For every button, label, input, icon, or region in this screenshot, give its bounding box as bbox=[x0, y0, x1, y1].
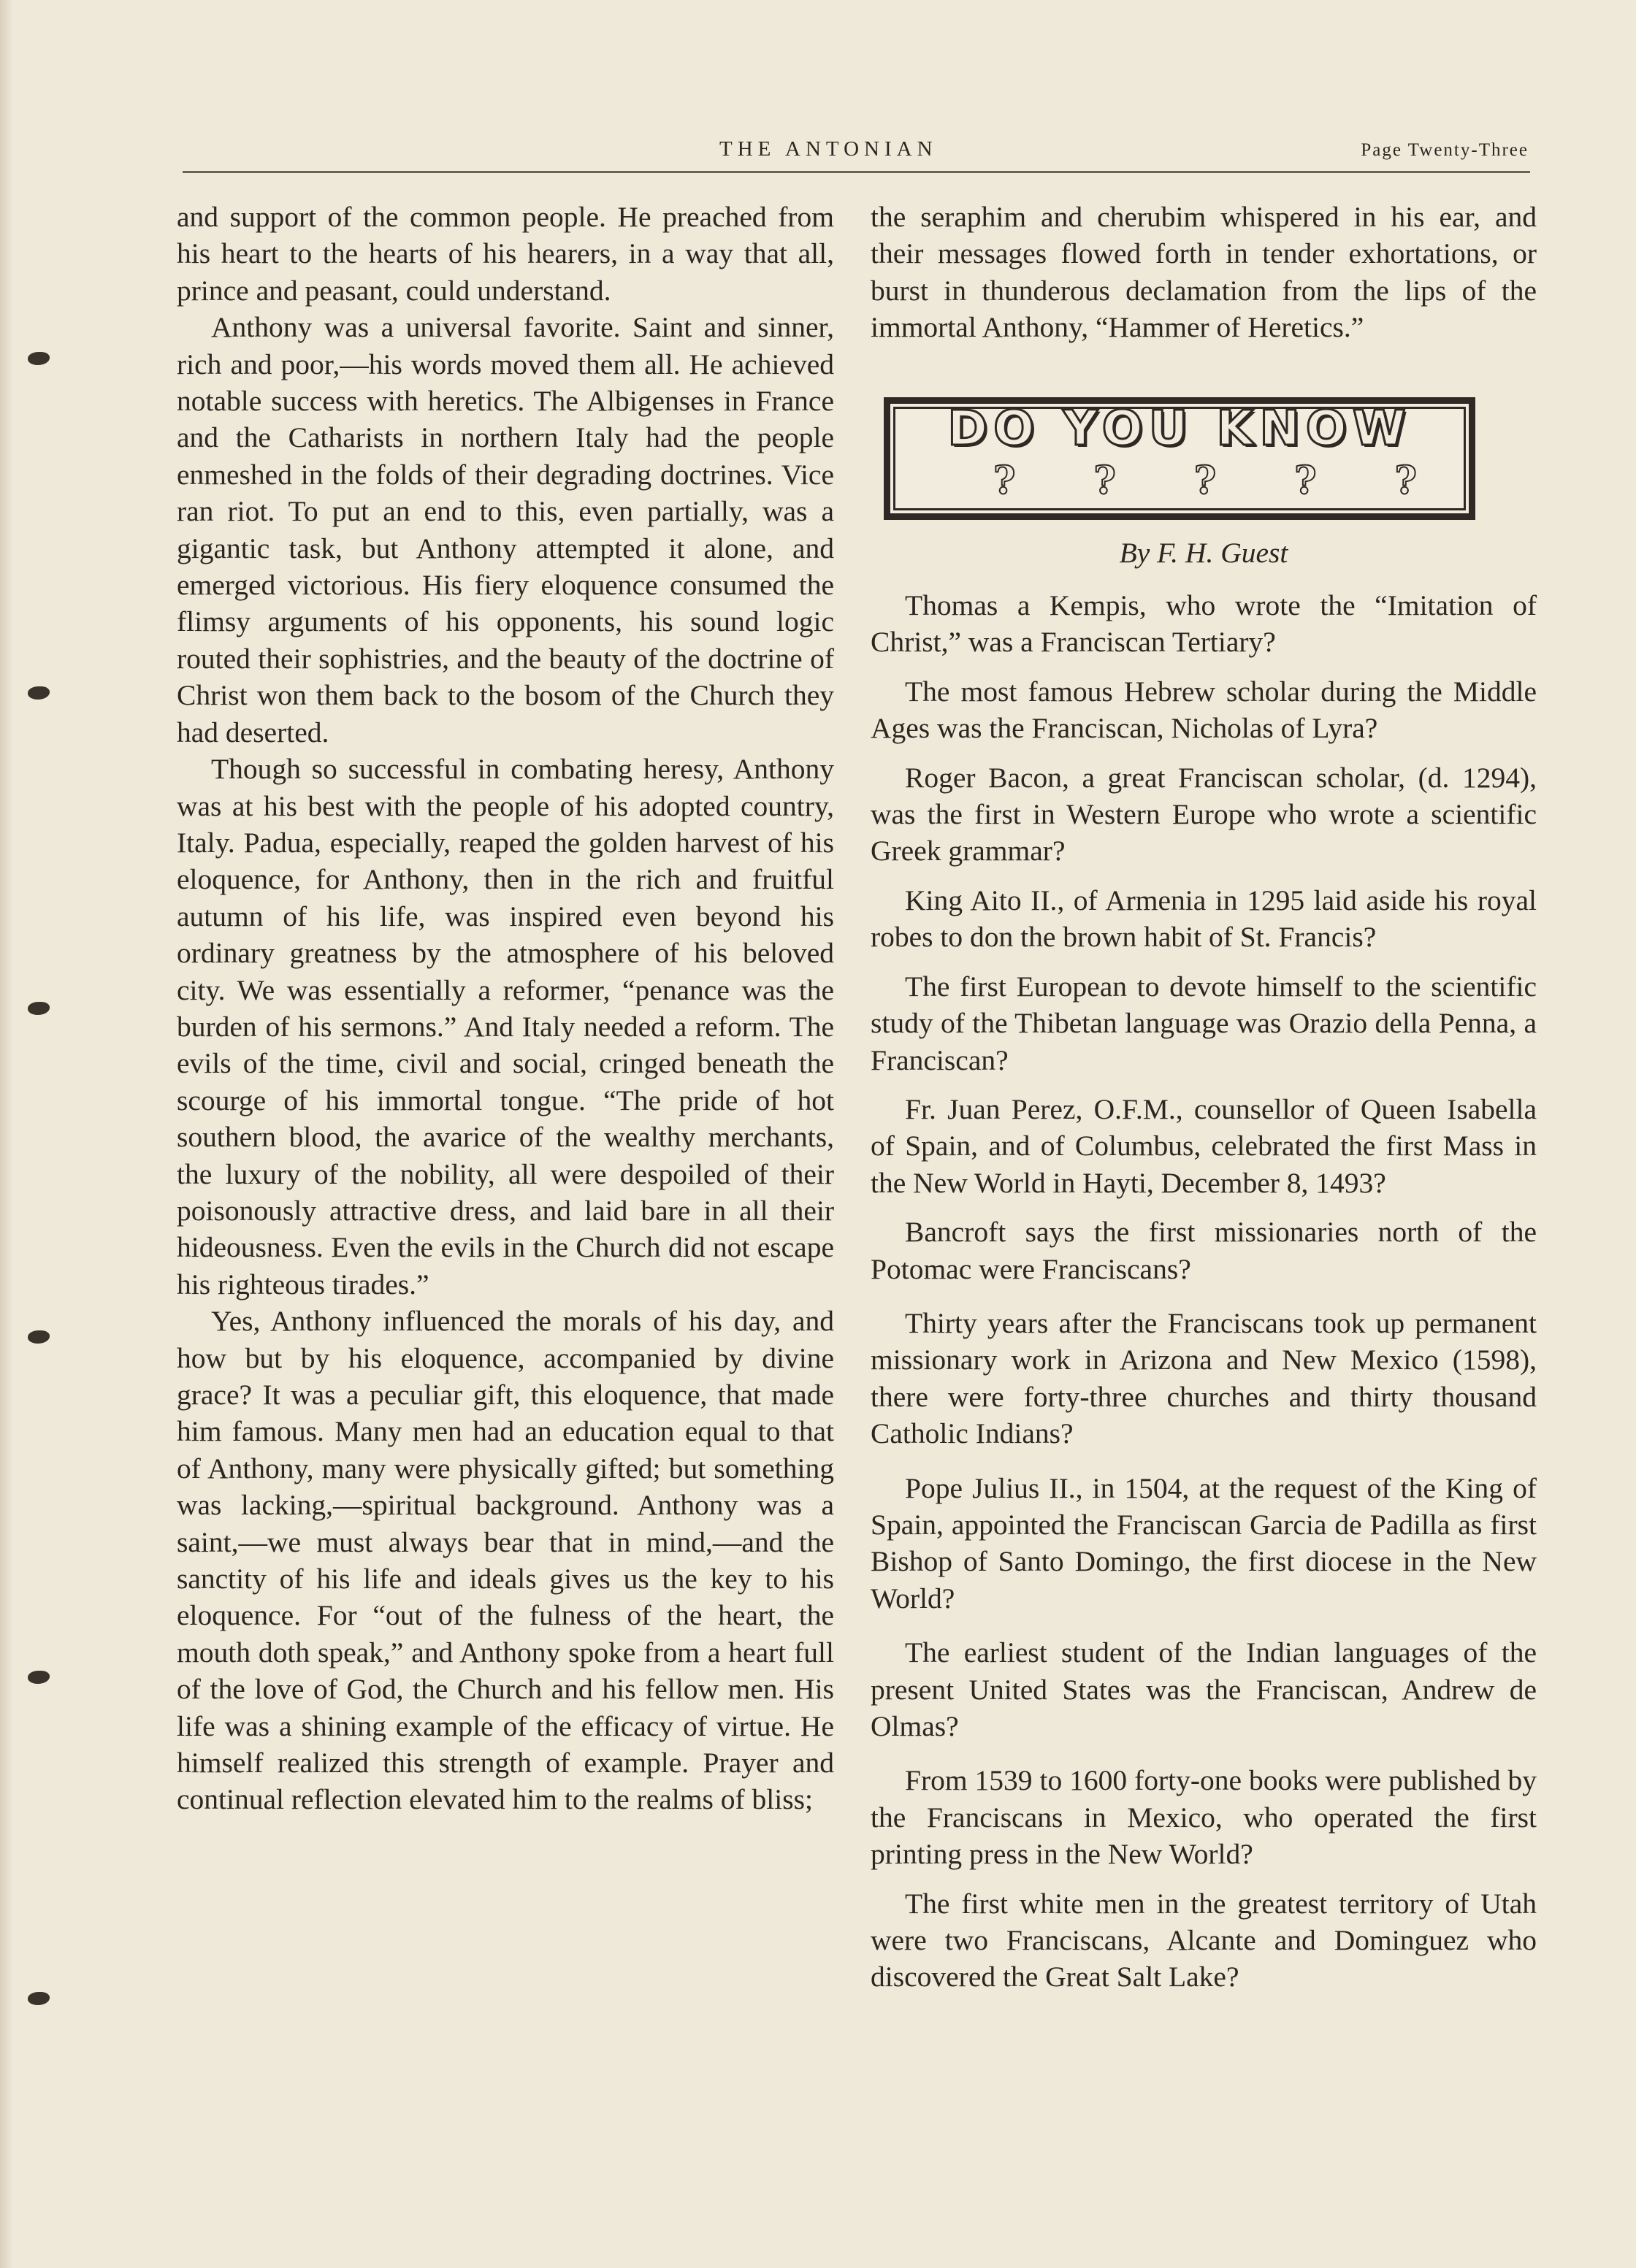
right-column bbox=[871, 199, 1537, 2008]
left-column bbox=[177, 199, 834, 1818]
paragraph-continuation: the seraphim and cherubim whispered in his ear, and their messages flowed forth in tender exhortations, or burst in thunderous declamation from the lips of the immortal Anthony, “Hammer of Heretics.” bbox=[871, 201, 1537, 344]
banner-question-marks bbox=[993, 458, 1417, 503]
question-item: Fr. Juan Perez, O.F.M., counsellor of Queen Isabella of Spain, and of Columbus, celebrated the first Mass in the New World in Hayti, December 8, 1493? bbox=[871, 1092, 1537, 1199]
punch-hole bbox=[28, 1671, 50, 1684]
question-item: Thirty years after the Franciscans took up permanent missionary work in Arizona and New Mexico (1598), there were forty-three churches and thirty thousand Catholic Indians? bbox=[871, 1306, 1537, 1450]
byline: By F. H. Guest bbox=[1119, 536, 1288, 569]
question-item: Roger Bacon, a great Franciscan scholar, (d. 1294), was the first in Western Europe who wrote a scientific Greek grammar? bbox=[871, 761, 1537, 867]
question-mark: ? bbox=[1294, 458, 1317, 503]
question-item: The first European to devote himself to the scientific study of the Thibetan language was Orazio della Penna, a Franciscan? bbox=[871, 970, 1537, 1076]
banner-title: DO YOU KNOW bbox=[947, 399, 1412, 456]
question-mark: ? bbox=[993, 458, 1016, 503]
do-you-know-banner bbox=[884, 383, 1475, 520]
question-mark: ? bbox=[1093, 458, 1116, 503]
running-title: THE ANTONIAN bbox=[719, 137, 938, 161]
question-mark: ? bbox=[1193, 458, 1217, 503]
punch-hole bbox=[28, 1330, 50, 1344]
paragraph: Though so successful in combating heresy, Anthony was at his best with the people of his adopted country, Italy. Padua, especially, reaped the golden harvest of his eloquence, for Anthony, then in the rich and fruitful autumn of his life, was inspired even beyond his ordinary greatness by the atmosphere of his beloved city. We was essentially a reformer, “penance was the burden of his sermons.” And Italy needed a reform. The evils of the time, civil and social, cringed beneath the scourge of his immortal tongue. “The pride of hot southern blood, the avarice of the wealthy merchants, the luxury of the nobility, all were despoiled of their poisonously attractive dress, and laid bare in all their hideousness. Even the evils in the Church did not escape his righteous tirades.” bbox=[177, 753, 834, 1300]
question-item: Thomas a Kempis, who wrote the “Imitation of Christ,” was a Franciscan Tertiary? bbox=[871, 589, 1537, 659]
page-number: Page Twenty-Three bbox=[1361, 140, 1529, 160]
paragraph: and support of the common people. He preached from his heart to the hearts of his hearers, in a way that all, prince and peasant, could understand. bbox=[177, 201, 834, 307]
question-item: The first white men in the greatest territory of Utah were two Franciscans, Alcante and Dominguez who discovered the Great Salt Lake? bbox=[871, 1887, 1537, 1993]
page-edge bbox=[0, 0, 13, 2268]
punch-hole bbox=[28, 686, 50, 700]
paragraph: Anthony was a universal favorite. Saint and sinner, rich and poor,—his words moved them all. He achieved notable success with heretics. The Albigenses in France and the Catharists in northern Italy had the people enmeshed in the folds of their degrading doctrines. Vice ran riot. To put an end to this, even partially, was a gigantic task, but Anthony attempted it alone, and emerged victorious. His fiery eloquence consumed the flimsy arguments of his opponents, his sound logic routed their sophistries, and the beauty of the doctrine of Christ won them back to the bosom of the Church they had deserted. bbox=[177, 311, 834, 748]
question-mark: ? bbox=[1394, 458, 1417, 503]
running-header bbox=[183, 137, 1530, 173]
punch-hole bbox=[28, 352, 50, 365]
question-item: Pope Julius II., in 1504, at the request of the King of Spain, appointed the Franciscan Garcia de Padilla as first Bishop of Santo Domingo, the first diocese in the New World? bbox=[871, 1471, 1537, 1614]
paragraph: Yes, Anthony influenced the morals of his day, and how but by his eloquence, accompanied by divine grace? It was a peculiar gift, this eloquence, that made him famous. Many men had an education equal to that of Anthony, many were physically gifted; but something was lacking,—spiritual background. Anthony was a saint,—we must always bear that in mind,—and the sanctity of his life and ideals gives us the key to his eloquence. For “out of the fulness of the heart, the mouth doth speak,” and Anthony spoke from a heart full of the love of God, the Church and his fellow men. His life was a shining example of the efficacy of virtue. He himself realized this strength of example. Prayer and continual reflection elevated him to the realms of bliss; bbox=[177, 1305, 834, 1816]
punch-hole bbox=[28, 1992, 50, 2005]
question-item: Bancroft says the first missionaries north of the Potomac were Franciscans? bbox=[871, 1216, 1537, 1285]
question-item: The earliest student of the Indian languages of the present United States was the Franciscan, Andrew de Olmas? bbox=[871, 1636, 1537, 1742]
question-item: From 1539 to 1600 forty-one books were published by the Franciscans in Mexico, who operated the first printing press in the New World? bbox=[871, 1764, 1537, 1871]
punch-hole bbox=[28, 1002, 50, 1015]
question-item: King Aito II., of Armenia in 1295 laid aside his royal robes to don the brown habit of St. Francis? bbox=[871, 884, 1537, 954]
question-item: The most famous Hebrew scholar during the Middle Ages was the Franciscan, Nicholas of Lyra? bbox=[871, 675, 1537, 745]
